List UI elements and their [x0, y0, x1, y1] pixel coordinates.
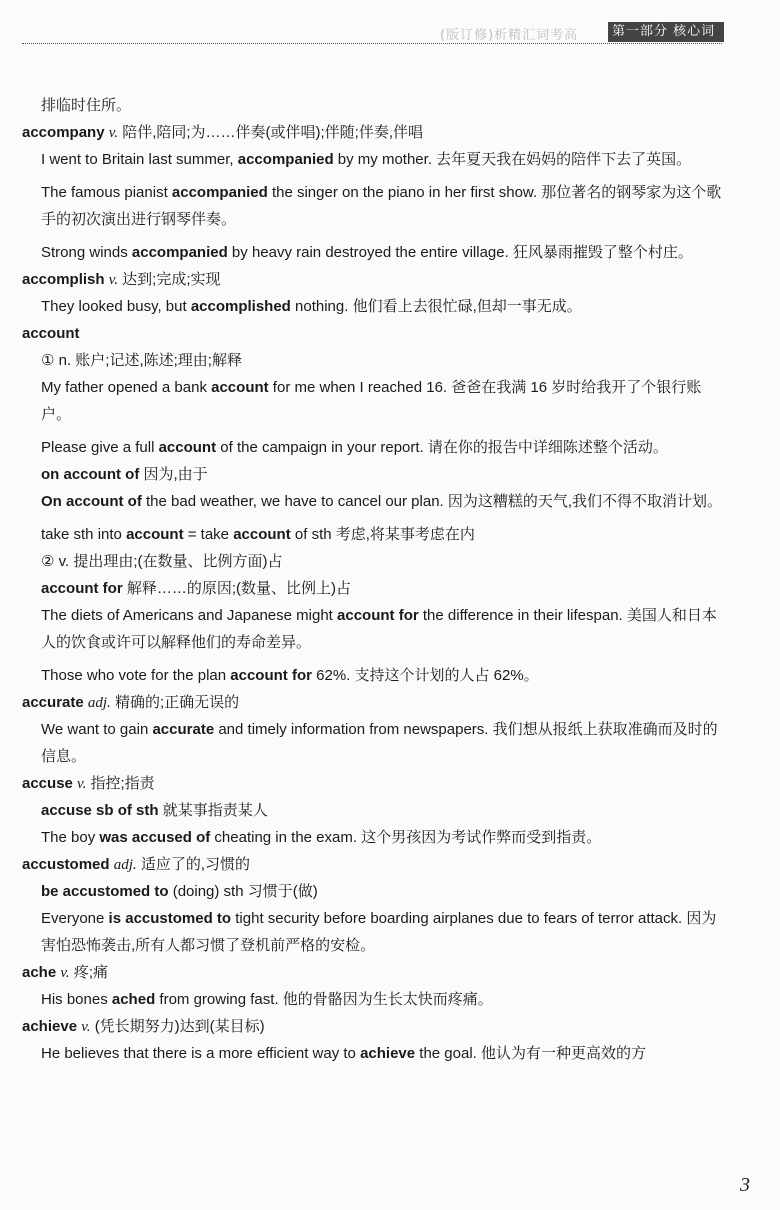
part-of-speech: adj. [87, 695, 111, 711]
entry-achieve [0, 1013, 780, 1040]
definition: 疼;痛 [73, 964, 109, 981]
definition: 陪伴,陪同;为……伴奏(或伴唱);伴随;伴奏,伴唱 [122, 124, 424, 141]
headword: achieve [22, 1018, 78, 1035]
part-of-speech: adj. [113, 857, 137, 873]
phrase: on account of 因为,由于 [41, 466, 208, 483]
phrase: account for 解释……的原因;(数量、比例上)占 [41, 580, 352, 597]
example-sentence: On account of the bad weather, we have to cancel our plan. 因为这糟糕的天气,我们不得不取消计划。 [41, 493, 723, 510]
example-sentence: Everyone is accustomed to tight security before boarding airplanes due to fears of terror attack. 因为害怕恐怖袭击,所有人都习惯了登机前严格的安检。 [41, 910, 717, 954]
part-of-speech: v. [77, 776, 87, 792]
example-sentence: Please give a full account of the campaign in your report. 请在你的报告中详细陈述整个活动。 [41, 439, 668, 456]
example-sentence: Those who vote for the plan account for 62%. 支持这个计划的人占 62%。 [41, 667, 539, 684]
entry-accurate [0, 689, 780, 716]
sense-2: ② v. 提出理由;(在数量、比例方面)占 [41, 553, 283, 570]
entry-accompany [0, 119, 780, 146]
part-of-speech: v. [81, 1019, 91, 1035]
headword: accomplish [22, 271, 105, 288]
example-sentence: The diets of Americans and Japanese might account for the difference in their lifespan. 美国人和日本人的饮食或许可以解释他们的寿命差异。 [41, 607, 717, 651]
entry-accomplish [0, 266, 780, 293]
example-sentence: The famous pianist accompanied the singer on the piano in her first show. 那位著名的钢琴家为这个歌手的初次演出进行钢琴伴奏。 [41, 184, 722, 228]
phrase: take sth into account = take account of sth 考虑,将某事考虑在内 [41, 526, 475, 543]
headword: ache [22, 964, 57, 981]
example-sentence: His bones ached from growing fast. 他的骨骼因为生长太快而疼痛。 [41, 991, 493, 1008]
definition: 精确的;正确无误的 [114, 694, 240, 711]
header-ghost-title: (版订修)析精汇词考高 [440, 28, 579, 43]
definition: 适应了的,习惯的 [140, 856, 250, 873]
example-sentence: I went to Britain last summer, accompanied by my mother. 去年夏天我在妈妈的陪伴下去了英国。 [41, 151, 692, 168]
part-of-speech: v. [60, 965, 70, 981]
example-sentence: My father opened a bank account for me when I reached 16. 爸爸在我满 16 岁时给我开了个银行账户。 [41, 379, 702, 423]
example-sentence: The boy was accused of cheating in the exam. 这个男孩因为考试作弊而受到指责。 [41, 829, 602, 846]
page-number: 3 [740, 1174, 750, 1196]
example-sentence: We want to gain accurate and timely information from newspapers. 我们想从报纸上获取准确而及时的信息。 [41, 721, 718, 765]
part-of-speech: v. [108, 272, 118, 288]
continuation-line: 排临时住所。 [41, 97, 132, 114]
definition: 指控;指责 [90, 775, 155, 792]
headword: accurate [22, 694, 84, 711]
example-sentence: Strong winds accompanied by heavy rain destroyed the entire village. 狂风暴雨摧毁了整个村庄。 [41, 244, 693, 261]
headword: accustomed [22, 856, 110, 873]
headword: accuse [22, 775, 73, 792]
example-sentence: He believes that there is a more efficient way to achieve the goal. 他认为有一种更高效的方 [41, 1045, 646, 1062]
headword: account [22, 325, 80, 342]
phrase: accuse sb of sth 就某事指责某人 [41, 802, 268, 819]
headword: accompany [22, 124, 105, 141]
entry-account [0, 320, 780, 347]
entry-accuse [0, 770, 780, 797]
example-sentence: They looked busy, but accomplished nothing. 他们看上去很忙碌,但却一事无成。 [41, 298, 582, 315]
section-header-label: 第一部分 核心词 [608, 22, 724, 42]
dictionary-page-body [0, 92, 780, 1067]
entry-ache [0, 959, 780, 986]
part-of-speech: v. [108, 125, 119, 141]
header-dotted-rule [22, 43, 722, 44]
entry-accustomed [0, 851, 780, 878]
definition: 达到;完成;实现 [122, 271, 221, 288]
phrase: be accustomed to (doing) sth 习惯于(做) [41, 883, 318, 900]
definition: (凭长期努力)达到(某目标) [94, 1018, 265, 1035]
sense-1: ① n. 账户;记述,陈述;理由;解释 [41, 352, 242, 369]
